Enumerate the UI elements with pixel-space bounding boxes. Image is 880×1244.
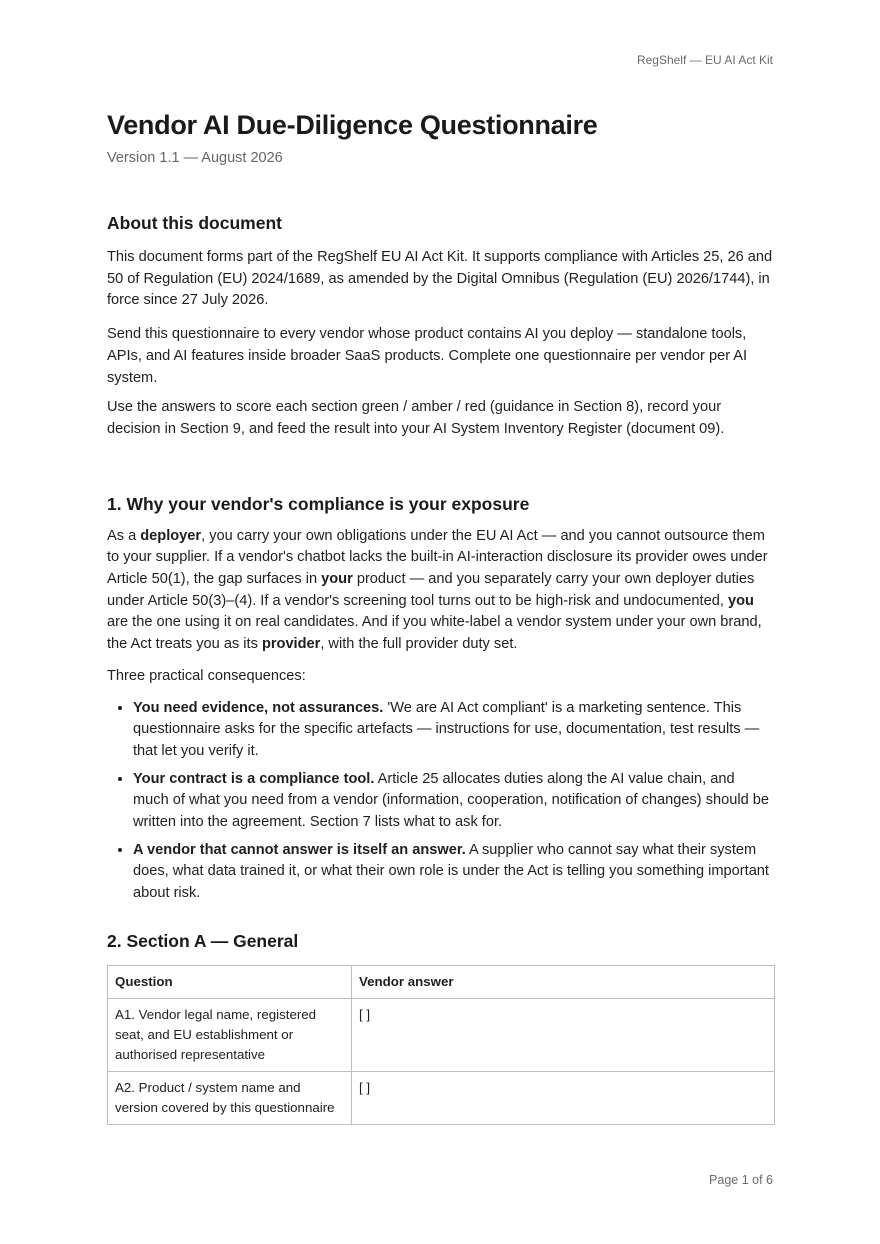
para-text: are the one using it on real candidates. And if you white-label a vendor system under your own brand, the Act treats you as its xyxy=(107,614,762,653)
table-header-row xyxy=(108,965,775,998)
page-number: Page 1 of 6 xyxy=(709,1173,773,1187)
para-bold-provider: provider xyxy=(261,636,321,653)
table-row xyxy=(108,1071,775,1124)
question-cell: A1. Vendor legal name, registered seat, and EU establishment or authorised representative xyxy=(108,998,352,1071)
para-text: , you carry your own obligations under the EU AI Act — and you cannot outsource them to your supplier. If a vendor's chatbot lacks the built-in AI-interaction disclosure its provider owes under Article 50(1), the gap surfaces in xyxy=(107,527,768,588)
para-bold-your: your xyxy=(321,571,353,588)
bullet-bold: You need evidence, not assurances. xyxy=(133,699,384,716)
para-bold-deployer: deployer xyxy=(140,527,202,544)
list-item xyxy=(133,768,774,834)
section-1-paragraph xyxy=(107,526,774,656)
bullet-text: 'We are AI Act compliant' is a marketing sentence. This questionnaire asks for the specific artefacts — instructions for use, documentation, test results — that let you verify it. xyxy=(133,699,760,759)
para-text: As a xyxy=(107,527,141,544)
page-content xyxy=(107,108,774,1125)
running-header: RegShelf — EU AI Act Kit xyxy=(636,53,773,67)
bullet-bold: Your contract is a compliance tool. xyxy=(133,770,375,787)
consequences-lead: Three practical consequences: xyxy=(107,667,306,684)
about-heading: About this document xyxy=(107,213,282,233)
para-text: product — and you separately carry your own deployer duties under Article 50(3)–(4). If a vendor's screening tool turns out to be high-risk and undocumented, xyxy=(107,571,755,609)
consequences-list xyxy=(107,697,774,905)
bullet-text: A supplier who cannot say what their system does, what data trained it, or what their own role is under the Act is telling you something important about risk. xyxy=(133,841,769,902)
answer-cell[interactable]: [ ] xyxy=(352,998,775,1071)
answer-cell[interactable]: [ ] xyxy=(352,1071,775,1124)
column-header-question: Question xyxy=(108,965,352,998)
document-title: Vendor AI Due-Diligence Questionnaire xyxy=(107,110,598,140)
section-a-table xyxy=(107,965,775,1125)
about-paragraph-2: Send this questionnaire to every vendor whose product contains AI you deploy — standalone tools, APIs, and AI features inside broader SaaS products. Complete one questionnaire per vendor per AI system. xyxy=(107,326,748,386)
section-a-heading: 2. Section A — General xyxy=(107,930,299,951)
list-item xyxy=(133,697,774,763)
column-header-vendor-answer: Vendor answer xyxy=(352,965,775,998)
para-text: , with the full provider duty set. xyxy=(320,636,518,653)
section-1-heading: 1. Why your vendor's compliance is your exposure xyxy=(107,493,530,514)
about-paragraph-3: Use the answers to score each section green / amber / red (guidance in Section 8), record your decision in Section 9, and feed the result into your AI System Inventory Register (document 09). xyxy=(107,399,725,437)
about-paragraph-1: This document forms part of the RegShelf EU AI Act Kit. It supports compliance with Articles 25, 26 and 50 of Regulation (EU) 2024/1689, as amended by the Digital Omnibus (Regulation (EU) 2026/1744), in force since 27 July 2026. xyxy=(107,249,773,309)
list-item xyxy=(133,839,774,905)
document-version: Version 1.1 — August 2026 xyxy=(107,150,283,166)
bullet-bold: A vendor that cannot answer is itself an answer. xyxy=(133,841,466,858)
para-bold-you: you xyxy=(727,592,754,609)
question-cell: A2. Product / system name and version covered by this questionnaire xyxy=(108,1071,352,1124)
bullet-text: Article 25 allocates duties along the AI value chain, and much of what you need from a vendor (information, cooperation, notification of changes) should be written into the agreement. Section 7 lists what to ask for. xyxy=(133,770,770,831)
table-row xyxy=(108,998,775,1071)
